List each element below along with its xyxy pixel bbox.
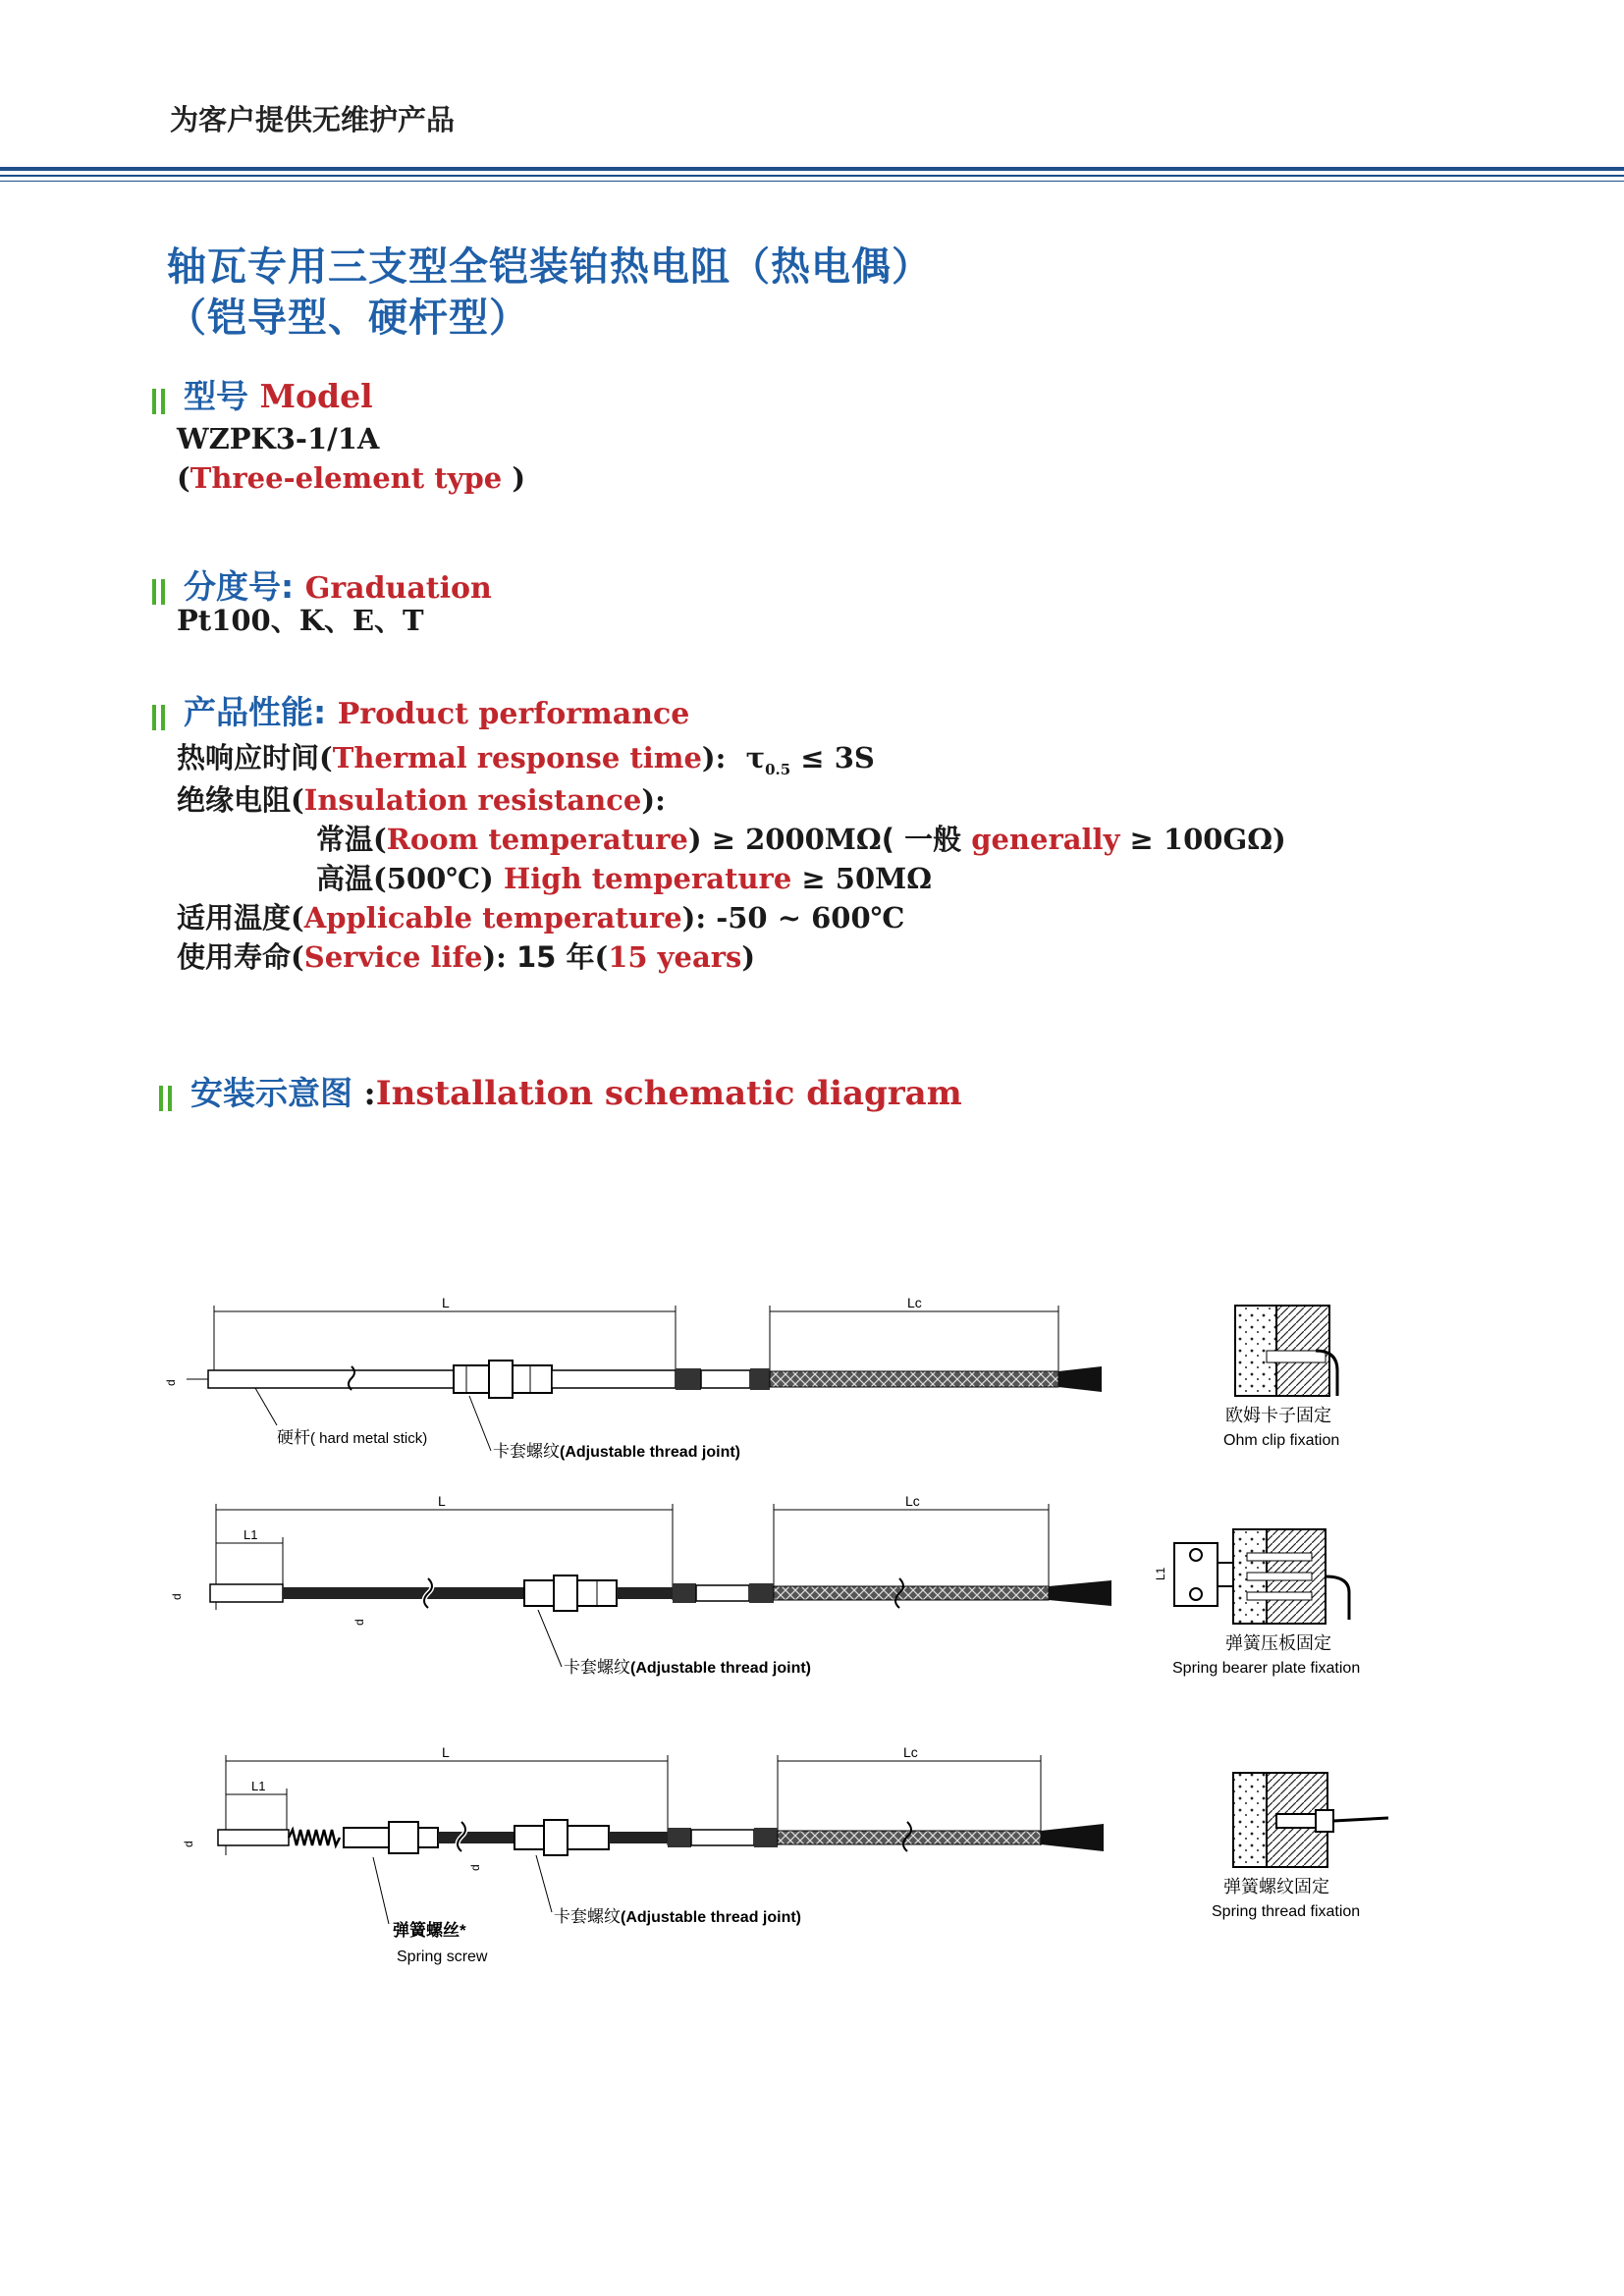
section-marker-icon: [152, 696, 170, 734]
fix3-en: Spring thread fixation: [1212, 1903, 1361, 1920]
thread-joint-label-2: 卡套螺纹(Adjustable thread joint): [564, 1658, 811, 1677]
model-code: WZPK3-1/1A: [177, 422, 380, 455]
dim-L1: L1: [244, 1527, 258, 1542]
fix3-cn: 弹簧螺纹固定: [1223, 1877, 1329, 1896]
graduation-value: Pt100、K、E、T: [177, 604, 424, 637]
fix2-cn: 弹簧压板固定: [1225, 1633, 1331, 1653]
svg-text:d: d: [182, 1841, 195, 1847]
applicable-temperature: 适用温度(Applicable temperature): -50 ~ 600℃: [177, 901, 905, 934]
ohm-clip-fixation-figure: [1223, 1306, 1339, 1449]
svg-text:L: L: [438, 1493, 446, 1509]
diagram-armored-lead: [170, 1493, 1111, 1677]
spring-thread-fixation-figure: [1212, 1773, 1388, 1920]
page-subtitle: （铠导型、硬杆型）: [167, 295, 529, 341]
dim-d: d: [164, 1379, 178, 1386]
spring-bearer-plate-fixation-figure: [1154, 1529, 1360, 1677]
svg-text:d: d: [468, 1864, 482, 1871]
diagram-spring-screw: [182, 1744, 1104, 1965]
thermal-response: 热响应时间(Thermal response time): $\tau_{0.5} \le 3S$: [177, 741, 875, 778]
installation-diagram: [0, 1276, 1624, 2022]
page-title: 轴瓦专用三支型全铠装铂热电阻（热电偶）: [167, 244, 932, 290]
spring-screw-cn: 弹簧螺丝*: [393, 1921, 466, 1940]
svg-text:d: d: [352, 1619, 366, 1626]
fix1-cn: 欧姆卡子固定: [1225, 1406, 1331, 1425]
svg-text:d: d: [170, 1593, 184, 1600]
hard-stick-label: 硬杆( hard metal stick): [277, 1428, 428, 1447]
header-rule-thick: [0, 167, 1624, 171]
model-heading: 型号 Model: [152, 371, 373, 418]
performance-heading: 产品性能: Product performance: [152, 687, 689, 734]
svg-text:Lc: Lc: [903, 1744, 918, 1760]
header-rule-thin: [0, 181, 1624, 182]
section-marker-icon: [152, 570, 170, 609]
diagram-hard-stick: [164, 1295, 1102, 1461]
svg-text:L1: L1: [1154, 1567, 1167, 1580]
section-marker-icon: [159, 1077, 177, 1115]
dim-L: L: [442, 1295, 450, 1310]
tagline: 为客户提供无维护产品: [170, 103, 456, 136]
fix2-en: Spring bearer plate fixation: [1172, 1660, 1361, 1677]
fix1-en: Ohm clip fixation: [1223, 1432, 1340, 1449]
svg-text:L1: L1: [251, 1779, 266, 1793]
thread-joint-label-3: 卡套螺纹(Adjustable thread joint): [554, 1907, 801, 1926]
dim-Lc: Lc: [907, 1295, 922, 1310]
room-temperature: 常温(Room temperature) ≥ 2000MΩ( 一般 generally ≥ 100GΩ): [316, 823, 1286, 856]
graduation-heading: 分度号: Graduation: [152, 561, 492, 609]
header-rule-mid: [0, 175, 1624, 177]
service-life: 使用寿命(Service life): 15 年(15 years): [177, 940, 756, 974]
high-temperature: 高温(500℃) High temperature ≥ 50MΩ: [316, 862, 933, 895]
thread-joint-label-1: 卡套螺纹(Adjustable thread joint): [493, 1442, 740, 1461]
model-type: (Three-element type ): [177, 461, 526, 495]
svg-text:Lc: Lc: [905, 1493, 920, 1509]
spring-screw-en: Spring screw: [397, 1949, 488, 1965]
section-marker-icon: [152, 380, 170, 418]
svg-text:L: L: [442, 1744, 450, 1760]
insulation-resistance: 绝缘电阻(Insulation resistance):: [177, 783, 666, 817]
installation-heading: 安装示意图 :Installation schematic diagram: [159, 1068, 962, 1115]
